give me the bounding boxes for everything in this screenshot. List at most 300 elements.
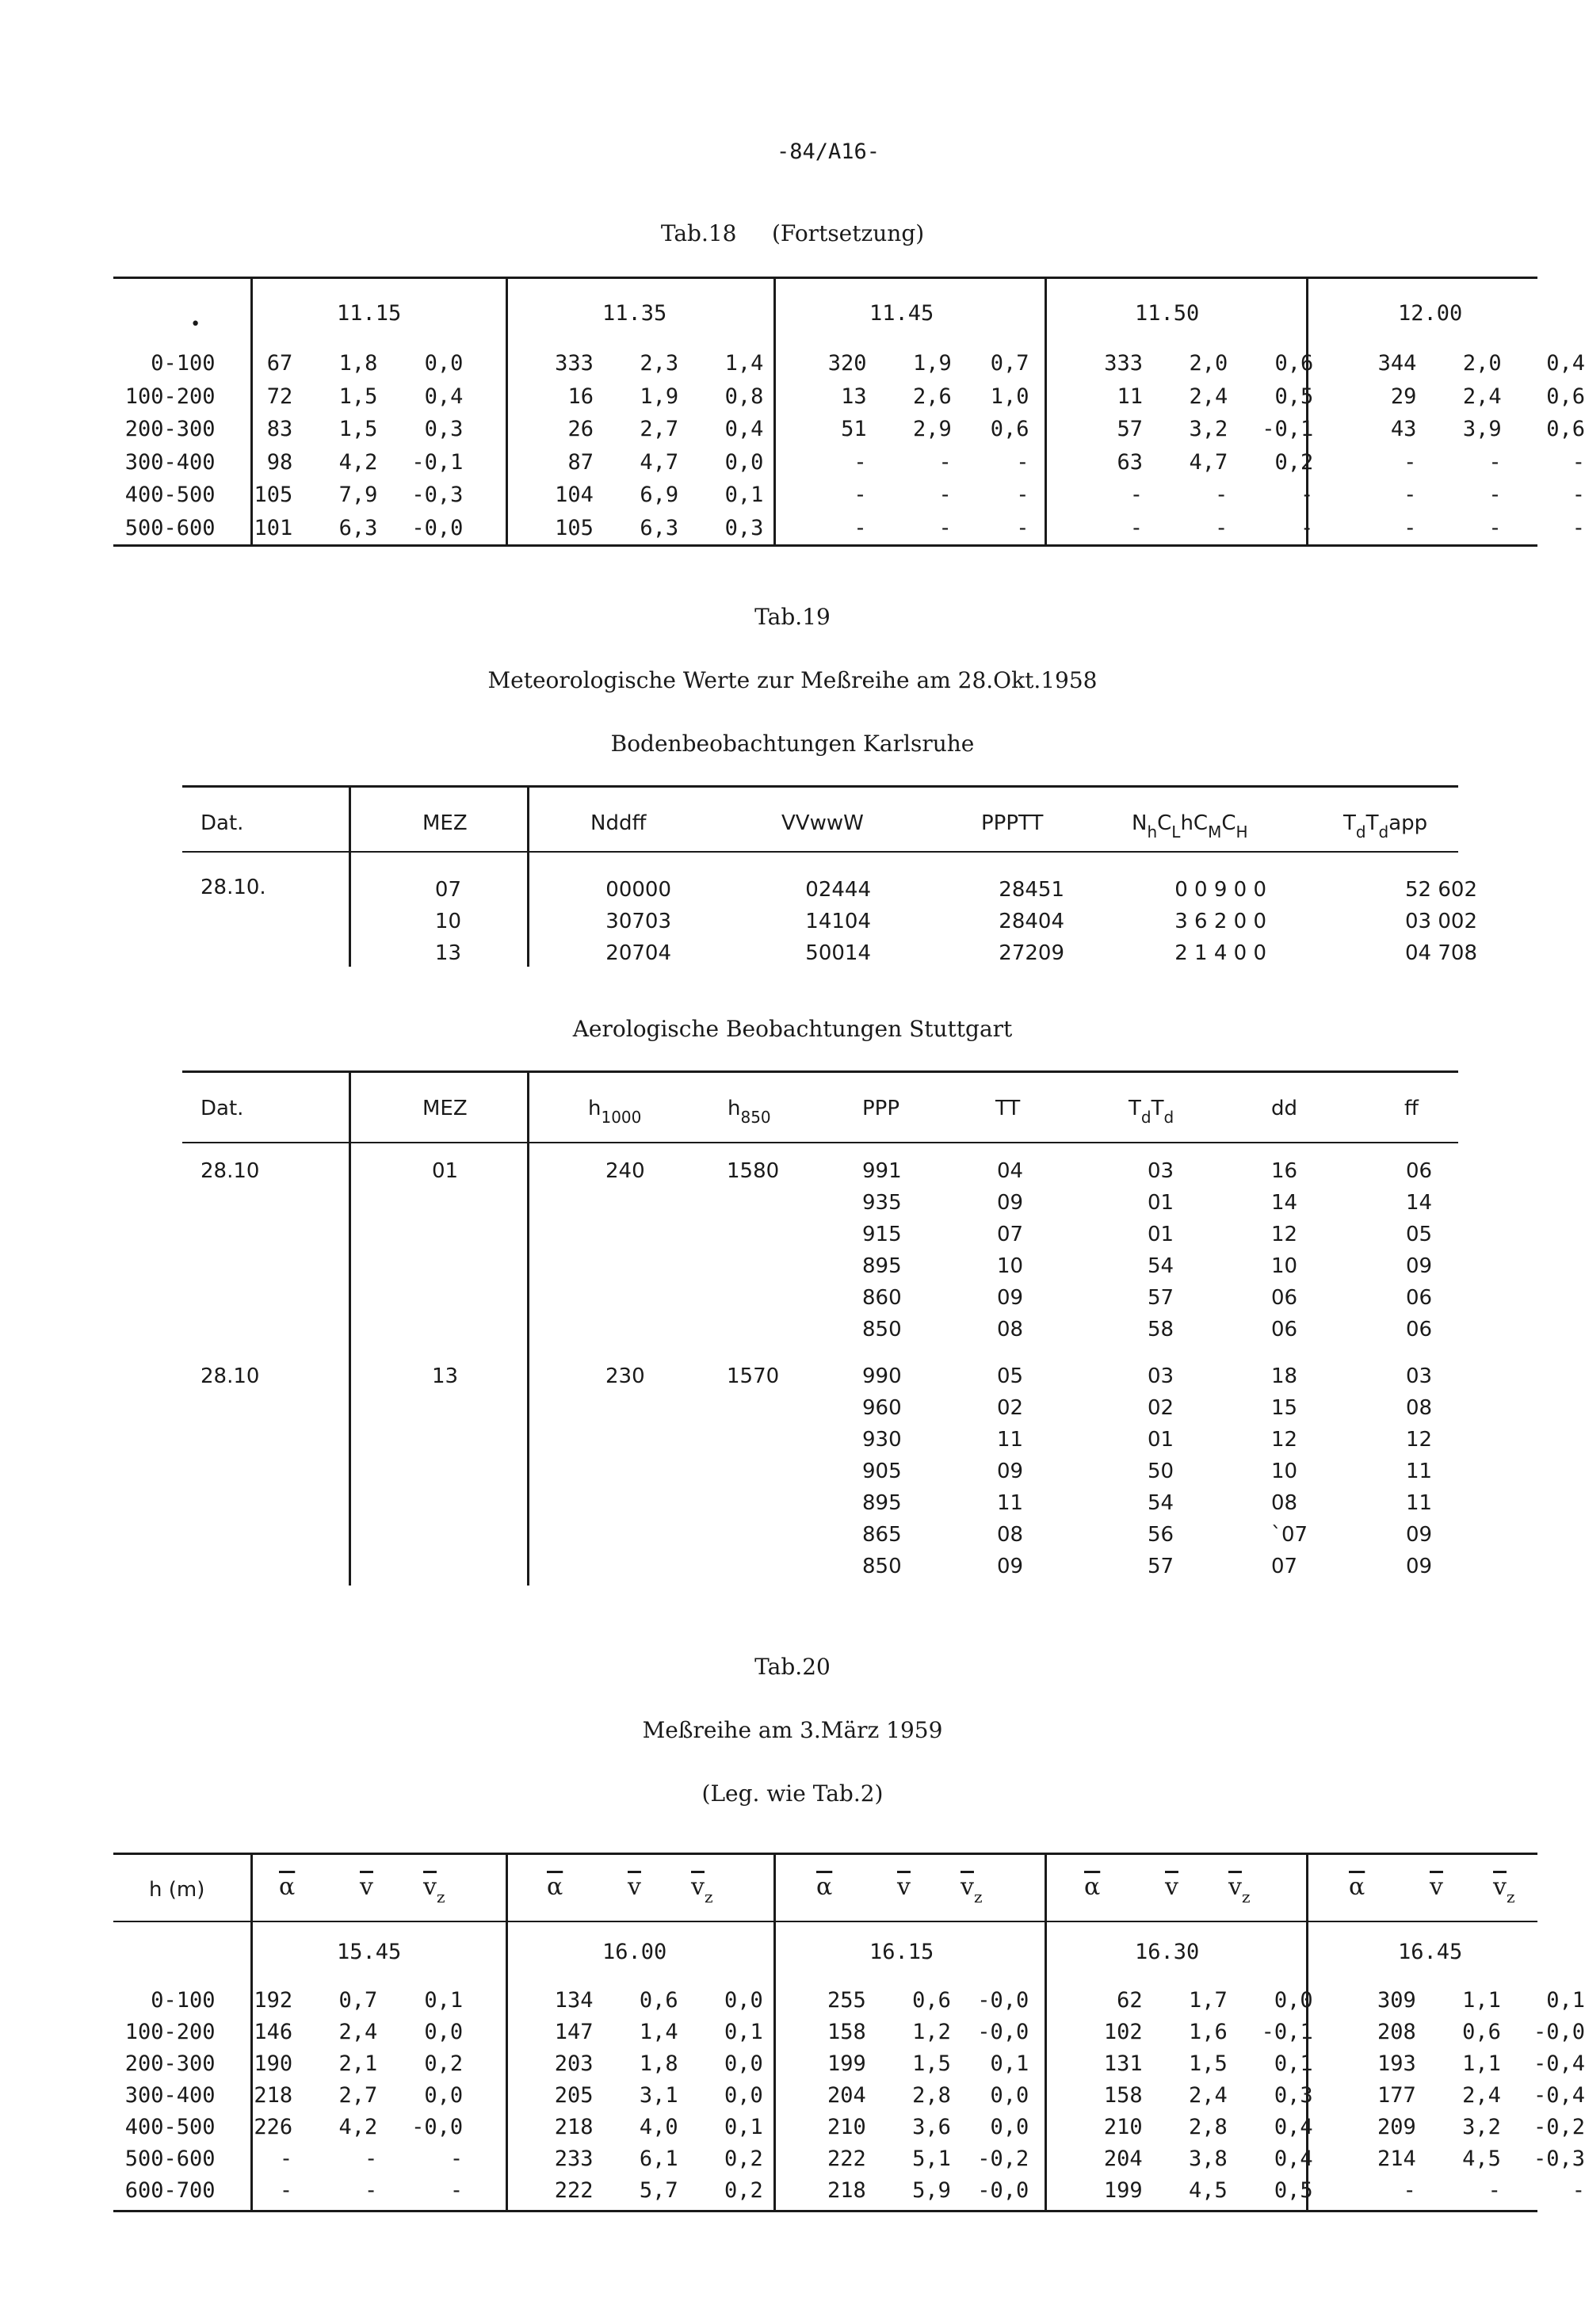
tab20-value-cell: 0,1 bbox=[990, 2051, 1029, 2076]
aero-cell-ttd: 50 bbox=[1148, 1460, 1174, 1483]
aero-cell-ff: 14 bbox=[1406, 1191, 1433, 1215]
aero-cell-ff: 09 bbox=[1406, 1555, 1433, 1578]
tab20-value-cell: 203 bbox=[554, 2051, 594, 2076]
tab18-value-cell: - bbox=[1572, 483, 1585, 508]
tab20-value-cell: 309 bbox=[1377, 1987, 1416, 2013]
tab18-value-cell: 0,7 bbox=[990, 351, 1029, 376]
tab20-value-cell: 5,1 bbox=[912, 2146, 951, 2171]
tab18-value-cell: 1,8 bbox=[338, 351, 378, 376]
tab20-row bbox=[117, 1984, 1585, 2016]
tab20-value-cell: 192 bbox=[254, 1987, 293, 2013]
tab20-value-cell: -0,1 bbox=[1261, 2019, 1313, 2044]
tab18-value-cell: 104 bbox=[555, 483, 594, 508]
tab18-value-cell: - bbox=[1016, 483, 1029, 508]
tab20-header-v: $\overline{v}$ bbox=[1165, 1873, 1178, 1901]
aero-header-mez: MEZ bbox=[422, 1097, 468, 1120]
tab20-header-vz-sub: z bbox=[436, 1887, 445, 1906]
tab19-subtitle: Meteorologische Werte zur Meßreihe am 28.Okt.1958 bbox=[487, 667, 1098, 693]
aero-cell-ff: 09 bbox=[1406, 1523, 1433, 1547]
tab18-value-cell: 6,3 bbox=[338, 515, 378, 540]
tab18-value-cell: 101 bbox=[254, 515, 293, 540]
boden-cell-vvwww: 14104 bbox=[805, 910, 871, 933]
tab20-row bbox=[117, 2016, 1585, 2047]
tab18-time-4: 11.50 bbox=[1135, 301, 1200, 326]
aero-cell-ff: 11 bbox=[1406, 1460, 1433, 1483]
tab18-row bbox=[117, 446, 1585, 479]
tab18-value-cell: 7,9 bbox=[338, 483, 378, 508]
tab20-header-vz bbox=[691, 1873, 713, 1906]
tab20-value-cell: 2,4 bbox=[1462, 2082, 1501, 2108]
tab20-value-cell: 205 bbox=[554, 2082, 594, 2108]
tab20-value-cell: 210 bbox=[827, 2114, 866, 2139]
tab20-value-cell: 0,7 bbox=[338, 1987, 378, 2013]
tab20-value-cell: 146 bbox=[254, 2019, 293, 2044]
tab20-value-cell: - bbox=[365, 2177, 378, 2203]
tab18-value-cell: 0,6 bbox=[1274, 351, 1314, 376]
tab18-bottom-rule bbox=[113, 544, 1537, 547]
aero-header-dd: dd bbox=[1271, 1097, 1298, 1120]
boden-header-ch: C bbox=[1221, 811, 1236, 835]
tab20-value-cell: 193 bbox=[1377, 2051, 1416, 2076]
tab20-value-cell: -0,3 bbox=[1533, 2146, 1585, 2171]
tab18-row bbox=[117, 479, 1585, 512]
tab20-value-cell: - bbox=[365, 2146, 378, 2171]
tab18-row bbox=[117, 347, 1585, 380]
tab18-value-cell: - bbox=[1300, 515, 1314, 540]
aero-cell-tt: 09 bbox=[997, 1555, 1024, 1578]
aero-header-ff: ff bbox=[1404, 1097, 1419, 1120]
boden-cell-tt: 04 708 bbox=[1405, 941, 1477, 965]
aero-cell-tt: 07 bbox=[997, 1223, 1024, 1246]
aero-cell-ppp: 895 bbox=[862, 1254, 902, 1278]
aero-header-ttd bbox=[1129, 1097, 1174, 1127]
boden-cell-vvwww: 50014 bbox=[805, 941, 871, 965]
tab18-value-cell: 0,6 bbox=[990, 417, 1029, 442]
tab18-caption bbox=[0, 220, 1585, 246]
tab20-height-cell: 200-300 bbox=[124, 2051, 216, 2076]
tab20-value-cell: 3,6 bbox=[912, 2114, 951, 2139]
aero-h1000: 240 bbox=[605, 1159, 645, 1183]
tab20-value-cell: -0,0 bbox=[1533, 2019, 1585, 2044]
tab20-header-vz-sub: z bbox=[1241, 1887, 1251, 1906]
tab18-value-cell: 1,4 bbox=[724, 351, 764, 376]
tab18-value-cell: 1,9 bbox=[913, 351, 952, 376]
aero-cell-dd: 15 bbox=[1271, 1396, 1298, 1420]
aero-header-rule bbox=[182, 1142, 1458, 1143]
aero-header-h1000-h: h bbox=[588, 1097, 602, 1120]
aero-cell-tt: 05 bbox=[997, 1364, 1024, 1388]
tab20-value-cell: - bbox=[279, 2177, 293, 2203]
tab20-value-cell: -0,0 bbox=[411, 2114, 464, 2139]
aero-cell-ff: 05 bbox=[1406, 1223, 1433, 1246]
tab20-value-cell: -0,0 bbox=[977, 1987, 1029, 2013]
tab20-header-vz-sub: z bbox=[973, 1887, 983, 1906]
aero-mez: 13 bbox=[432, 1364, 459, 1388]
tab20-value-cell: 1,4 bbox=[639, 2019, 678, 2044]
tab20-value-cell: 1,6 bbox=[1189, 2019, 1228, 2044]
tab20-value-cell: 147 bbox=[554, 2019, 594, 2044]
tab20-value-cell: -0,0 bbox=[977, 2177, 1029, 2203]
aero-date: 28.10 bbox=[201, 1364, 260, 1388]
tab18-value-cell: 0,0 bbox=[424, 351, 464, 376]
aero-header-td: T bbox=[1151, 1097, 1164, 1120]
tab20-value-cell: 0,2 bbox=[724, 2146, 763, 2171]
tab18-table bbox=[117, 347, 1585, 544]
tab18-value-cell: 6,9 bbox=[640, 483, 679, 508]
tab18-value-cell: -0,0 bbox=[411, 515, 464, 540]
tab20-value-cell: 2,8 bbox=[1189, 2114, 1228, 2139]
boden-header-vvwww: VVwwW bbox=[781, 811, 864, 835]
tab18-value-cell: - bbox=[938, 483, 952, 508]
tab20-value-cell: -0,2 bbox=[977, 2146, 1029, 2171]
boden-cell-nddff: 20704 bbox=[605, 941, 671, 965]
aero-cell-ttd: 01 bbox=[1148, 1428, 1174, 1452]
tab18-value-cell: - bbox=[1129, 515, 1144, 540]
tab18-value-cell: 83 bbox=[266, 417, 293, 442]
tab19-boden-caption: Bodenbeobachtungen Karlsruhe bbox=[610, 731, 975, 757]
boden-cell-clouds: 3 6 2 0 0 bbox=[1174, 910, 1266, 933]
boden-header-app: app bbox=[1388, 811, 1428, 835]
boden-row bbox=[372, 906, 1477, 937]
tab20-header-alpha: $\overline{\alpha}$ bbox=[1084, 1873, 1101, 1901]
boden-cell-ppptt: 28451 bbox=[999, 878, 1064, 902]
tab18-value-cell: - bbox=[1404, 483, 1417, 508]
boden-header-n: N bbox=[1132, 811, 1148, 835]
tab20-value-cell: 5,9 bbox=[912, 2177, 951, 2203]
aero-cell-dd: 16 bbox=[1271, 1159, 1298, 1183]
boden-header-t-sub: d bbox=[1355, 822, 1366, 841]
aero-cell-ttd: 54 bbox=[1148, 1254, 1174, 1278]
boden-cell-tt: 52 602 bbox=[1405, 878, 1477, 902]
aero-cell-tt: 08 bbox=[997, 1318, 1024, 1341]
tab20-header-v: $\overline{v}$ bbox=[360, 1873, 373, 1901]
boden-header-nddff: Nddff bbox=[590, 811, 647, 835]
tab18-value-cell: 344 bbox=[1377, 351, 1417, 376]
tab18-value-cell: 2,7 bbox=[640, 417, 679, 442]
tab20-value-cell: 218 bbox=[827, 2177, 866, 2203]
tab20-value-cell: 158 bbox=[827, 2019, 866, 2044]
tab20-header-vz bbox=[1493, 1873, 1515, 1906]
tab20-header-vz-v: $\overline{v}$ bbox=[1493, 1873, 1507, 1901]
boden-header-clouds bbox=[1132, 811, 1248, 841]
tab18-value-cell: -0,1 bbox=[1262, 417, 1314, 442]
tab20-value-cell: 0,0 bbox=[990, 2114, 1029, 2139]
tab18-value-cell: 333 bbox=[1104, 351, 1144, 376]
aero-cell-tt: 09 bbox=[997, 1460, 1024, 1483]
tab20-header-vz-sub: z bbox=[704, 1887, 713, 1906]
boden-header-cm-sub: M bbox=[1208, 822, 1222, 841]
aero-divider-1 bbox=[349, 1072, 351, 1586]
tab18-value-cell: 2,0 bbox=[1462, 351, 1502, 376]
tab20-value-cell: - bbox=[279, 2146, 293, 2171]
tab18-value-cell: 87 bbox=[567, 449, 594, 475]
tab18-value-cell: - bbox=[1016, 515, 1029, 540]
tab20-value-cell: - bbox=[1572, 2177, 1585, 2203]
aero-cell-ff: 08 bbox=[1406, 1396, 1433, 1420]
page-number: -84/A16- bbox=[776, 139, 880, 164]
aero-cell-ttd: 01 bbox=[1148, 1223, 1174, 1246]
tab18-value-cell: 0,1 bbox=[724, 483, 764, 508]
aero-cell-ff: 09 bbox=[1406, 1254, 1433, 1278]
tab20-height-cell: 0-100 bbox=[151, 1987, 216, 2013]
tab20-time-5: 16.45 bbox=[1398, 1940, 1463, 1964]
boden-cell-mez: 07 bbox=[434, 878, 461, 902]
tab20-value-cell: 0,4 bbox=[1274, 2114, 1313, 2139]
tab20-value-cell: 0,1 bbox=[724, 2019, 763, 2044]
boden-cell-nddff: 30703 bbox=[605, 910, 671, 933]
aero-divider-2 bbox=[527, 1072, 529, 1586]
tab20-header-alpha: $\overline{\alpha}$ bbox=[279, 1873, 296, 1901]
tab20-value-cell: -0,0 bbox=[977, 2019, 1029, 2044]
aero-cell-dd: `07 bbox=[1271, 1523, 1308, 1547]
tab20-value-cell: 0,3 bbox=[1274, 2082, 1313, 2108]
aero-cell-ppp: 905 bbox=[862, 1460, 902, 1483]
tab20-value-cell: 0,0 bbox=[724, 1987, 763, 2013]
aero-header-dat: Dat. bbox=[201, 1097, 244, 1120]
tab20-value-cell: 233 bbox=[554, 2146, 594, 2171]
aero-cell-ppp: 935 bbox=[862, 1191, 902, 1215]
tab20-value-cell: -0,2 bbox=[1533, 2114, 1585, 2139]
tab20-value-cell: 1,7 bbox=[1189, 1987, 1228, 2013]
tab18-value-cell: 11 bbox=[1117, 384, 1144, 409]
tab20-header-rule bbox=[113, 1921, 1537, 1922]
tab20-header-v: $\overline{v}$ bbox=[628, 1873, 641, 1901]
boden-cell-clouds: 2 1 4 0 0 bbox=[1174, 941, 1266, 965]
tab20-row bbox=[117, 2079, 1585, 2111]
aero-cell-dd: 08 bbox=[1271, 1491, 1298, 1515]
tab18-value-cell: - bbox=[854, 515, 867, 540]
tab18-value-cell: -0,1 bbox=[411, 449, 464, 475]
tab18-value-cell: 43 bbox=[1390, 417, 1417, 442]
tab18-value-cell: 0,6 bbox=[1546, 417, 1585, 442]
tab20-row bbox=[117, 2174, 1585, 2206]
tab20-value-cell: 4,5 bbox=[1462, 2146, 1501, 2171]
tab20-header-vz bbox=[423, 1873, 445, 1906]
tab18-value-cell: 0,4 bbox=[424, 384, 464, 409]
aero-cell-ppp: 850 bbox=[862, 1555, 902, 1578]
tab20-value-cell: 0,2 bbox=[724, 2177, 763, 2203]
aero-cell-ff: 06 bbox=[1406, 1318, 1433, 1341]
boden-date: 28.10. bbox=[201, 876, 266, 899]
tab18-value-cell: 26 bbox=[567, 417, 594, 442]
aero-cell-ppp: 930 bbox=[862, 1428, 902, 1452]
tab20-top-rule bbox=[113, 1853, 1537, 1855]
tab20-value-cell: 210 bbox=[1103, 2114, 1143, 2139]
tab18-value-cell: - bbox=[1488, 483, 1502, 508]
tab18-value-cell: 0,4 bbox=[724, 417, 764, 442]
tab18-value-cell: 57 bbox=[1117, 417, 1144, 442]
tab20-value-cell: 0,6 bbox=[1462, 2019, 1501, 2044]
tab20-value-cell: 4,5 bbox=[1189, 2177, 1228, 2203]
tab18-value-cell: - bbox=[1572, 449, 1585, 475]
tab20-value-cell: 0,6 bbox=[912, 1987, 951, 2013]
tab20-value-cell: 1,8 bbox=[639, 2051, 678, 2076]
aero-header-tt: TT bbox=[995, 1097, 1021, 1120]
tab20-value-cell: 1,1 bbox=[1462, 2051, 1501, 2076]
tab20-time-1: 15.45 bbox=[337, 1940, 402, 1964]
aero-cell-tt: 09 bbox=[997, 1286, 1024, 1310]
tab20-time-4: 16.30 bbox=[1135, 1940, 1200, 1964]
boden-cell-mez: 13 bbox=[434, 941, 461, 965]
aero-cell-ttd: 01 bbox=[1148, 1191, 1174, 1215]
tab20-header-vz-sub: z bbox=[1506, 1887, 1515, 1906]
tab20-value-cell: 1,1 bbox=[1462, 1987, 1501, 2013]
aero-cell-ttd: 58 bbox=[1148, 1318, 1174, 1341]
tab18-value-cell: 51 bbox=[841, 417, 867, 442]
tab20-value-cell: 190 bbox=[254, 2051, 293, 2076]
aero-cell-dd: 10 bbox=[1271, 1254, 1298, 1278]
aero-cell-tt: 02 bbox=[997, 1396, 1024, 1420]
tab20-value-cell: 0,1 bbox=[1546, 1987, 1585, 2013]
tab20-value-cell: 214 bbox=[1377, 2146, 1416, 2171]
tab20-header-alpha: $\overline{\alpha}$ bbox=[1349, 1873, 1365, 1901]
tab18-value-cell: 105 bbox=[555, 515, 594, 540]
tab18-value-cell: - bbox=[1129, 483, 1144, 508]
tab18-value-cell: - bbox=[938, 515, 952, 540]
tab20-value-cell: 1,5 bbox=[1189, 2051, 1228, 2076]
tab18-height-cell: 0-100 bbox=[151, 351, 216, 376]
tab18-value-cell: 4,7 bbox=[1189, 449, 1228, 475]
boden-cell-clouds: 0 0 9 0 0 bbox=[1174, 878, 1266, 902]
tab20-value-cell: 204 bbox=[1103, 2146, 1143, 2171]
tab20-value-cell: 2,8 bbox=[912, 2082, 951, 2108]
tab20-value-cell: 4,2 bbox=[338, 2114, 378, 2139]
tab18-value-cell: - bbox=[938, 449, 952, 475]
aero-cell-tt: 09 bbox=[997, 1191, 1024, 1215]
tab20-value-cell: 204 bbox=[827, 2082, 866, 2108]
aero-header-h850-sub: 850 bbox=[740, 1108, 771, 1127]
tab18-value-cell: 2,4 bbox=[1462, 384, 1502, 409]
boden-cell-tt: 03 002 bbox=[1405, 910, 1477, 933]
tab20-header-vz bbox=[961, 1873, 983, 1906]
boden-header-dat: Dat. bbox=[201, 811, 244, 835]
tab20-header-alpha: $\overline{\alpha}$ bbox=[547, 1873, 563, 1901]
aero-header-h1000 bbox=[588, 1097, 642, 1127]
tab20-value-cell: 1,5 bbox=[912, 2051, 951, 2076]
tab20-row bbox=[117, 2111, 1585, 2143]
tab20-value-cell: 2,1 bbox=[338, 2051, 378, 2076]
aero-cell-tt: 08 bbox=[997, 1523, 1024, 1547]
aero-cell-ff: 12 bbox=[1406, 1428, 1433, 1452]
tab18-value-cell: 0,0 bbox=[724, 449, 764, 475]
boden-header-t: T bbox=[1343, 811, 1356, 835]
aero-cell-ff: 03 bbox=[1406, 1364, 1433, 1388]
aero-cell-ppp: 865 bbox=[862, 1523, 902, 1547]
tab20-value-cell: 0,2 bbox=[424, 2051, 464, 2076]
aero-h1000: 230 bbox=[605, 1364, 645, 1388]
tab20-time-2: 16.00 bbox=[602, 1940, 667, 1964]
aero-cell-dd: 07 bbox=[1271, 1555, 1298, 1578]
tab18-value-cell: - bbox=[1016, 449, 1029, 475]
tab20-row bbox=[117, 2047, 1585, 2079]
tab18-value-cell: 0,8 bbox=[724, 384, 764, 409]
tab18-value-cell: 4,2 bbox=[338, 449, 378, 475]
tab18-value-cell: 1,0 bbox=[990, 384, 1029, 409]
tab18-value-cell: 0,5 bbox=[1274, 384, 1314, 409]
aero-cell-ppp: 960 bbox=[862, 1396, 902, 1420]
tab18-value-cell: 29 bbox=[1390, 384, 1417, 409]
aero-cell-ttd: 03 bbox=[1148, 1159, 1174, 1183]
tab18-value-cell: 67 bbox=[266, 351, 293, 376]
tab18-subtitle: (Fortsetzung) bbox=[772, 220, 925, 246]
tab20-height-cell: 400-500 bbox=[124, 2114, 216, 2139]
boden-header-tt bbox=[1343, 811, 1428, 841]
aero-cell-ff: 11 bbox=[1406, 1491, 1433, 1515]
aero-cell-ttd: 56 bbox=[1148, 1523, 1174, 1547]
tab20-value-cell: 62 bbox=[1117, 1987, 1143, 2013]
tab20-value-cell: 102 bbox=[1103, 2019, 1143, 2044]
aero-cell-ttd: 57 bbox=[1148, 1286, 1174, 1310]
tab18-value-cell: 105 bbox=[254, 483, 293, 508]
tab20-row bbox=[117, 2143, 1585, 2174]
aero-cell-dd: 12 bbox=[1271, 1223, 1298, 1246]
tab20-value-cell: 1,2 bbox=[912, 2019, 951, 2044]
tab18-value-cell: 72 bbox=[266, 384, 293, 409]
tab20-value-cell: 218 bbox=[554, 2114, 594, 2139]
tab18-time-5: 12.00 bbox=[1398, 301, 1463, 326]
boden-row bbox=[372, 874, 1477, 906]
aero-cell-dd: 10 bbox=[1271, 1460, 1298, 1483]
tab18-time-2: 11.35 bbox=[602, 301, 667, 326]
tab20-value-cell: - bbox=[1488, 2177, 1501, 2203]
tab20-header-v: $\overline{v}$ bbox=[1430, 1873, 1443, 1901]
tab20-value-cell: - bbox=[1403, 2177, 1416, 2203]
boden-top-rule bbox=[182, 785, 1458, 788]
tab20-value-cell: 209 bbox=[1377, 2114, 1416, 2139]
tab20-value-cell: 0,0 bbox=[1274, 1987, 1313, 2013]
tab18-corner-mark: • bbox=[190, 315, 201, 334]
tab20-header-h: h (m) bbox=[149, 1878, 205, 1902]
tab20-height-cell: 500-600 bbox=[124, 2146, 216, 2171]
tab20-value-cell: 0,4 bbox=[1274, 2146, 1313, 2171]
tab20-value-cell: 6,1 bbox=[639, 2146, 678, 2171]
tab20-value-cell: 3,8 bbox=[1189, 2146, 1228, 2171]
tab18-value-cell: - bbox=[854, 483, 867, 508]
tab20-value-cell: 222 bbox=[827, 2146, 866, 2171]
tab18-value-cell: 0,3 bbox=[724, 515, 764, 540]
tab18-value-cell: 0,3 bbox=[424, 417, 464, 442]
tab18-value-cell: 0,2 bbox=[1274, 449, 1314, 475]
tab18-row bbox=[117, 413, 1585, 446]
tab18-top-rule bbox=[113, 277, 1537, 279]
aero-cell-ttd: 02 bbox=[1148, 1396, 1174, 1420]
aero-cell-dd: 06 bbox=[1271, 1286, 1298, 1310]
tab20-table bbox=[117, 1984, 1585, 2206]
boden-header-td: T bbox=[1365, 811, 1379, 835]
tab18-value-cell: 3,9 bbox=[1462, 417, 1502, 442]
tab20-subtitle: Meßreihe am 3.März 1959 bbox=[642, 1717, 943, 1743]
aero-cell-ff: 06 bbox=[1406, 1286, 1433, 1310]
boden-header-n-sub: h bbox=[1147, 822, 1158, 841]
tab18-value-cell: - bbox=[1214, 483, 1228, 508]
boden-cell-mez: 10 bbox=[434, 910, 461, 933]
boden-cell-nddff: 00000 bbox=[605, 878, 671, 902]
tab18-value-cell: 63 bbox=[1117, 449, 1144, 475]
tab18-height-cell: 400-500 bbox=[124, 483, 216, 508]
boden-header-cl-sub: L bbox=[1171, 822, 1181, 841]
tab18-value-cell: 2,9 bbox=[913, 417, 952, 442]
tab18-value-cell: -0,3 bbox=[411, 483, 464, 508]
aero-cell-tt: 11 bbox=[997, 1428, 1024, 1452]
tab20-bottom-rule bbox=[113, 2210, 1537, 2212]
aero-cell-dd: 18 bbox=[1271, 1364, 1298, 1388]
tab20-header-vz bbox=[1228, 1873, 1251, 1906]
tab18-value-cell: - bbox=[1404, 515, 1417, 540]
aero-cell-ppp: 990 bbox=[862, 1364, 902, 1388]
tab20-header-alpha: $\overline{\alpha}$ bbox=[816, 1873, 833, 1901]
tab20-header-vz-v: $\overline{v}$ bbox=[1228, 1873, 1242, 1901]
aero-cell-ttd: 54 bbox=[1148, 1491, 1174, 1515]
